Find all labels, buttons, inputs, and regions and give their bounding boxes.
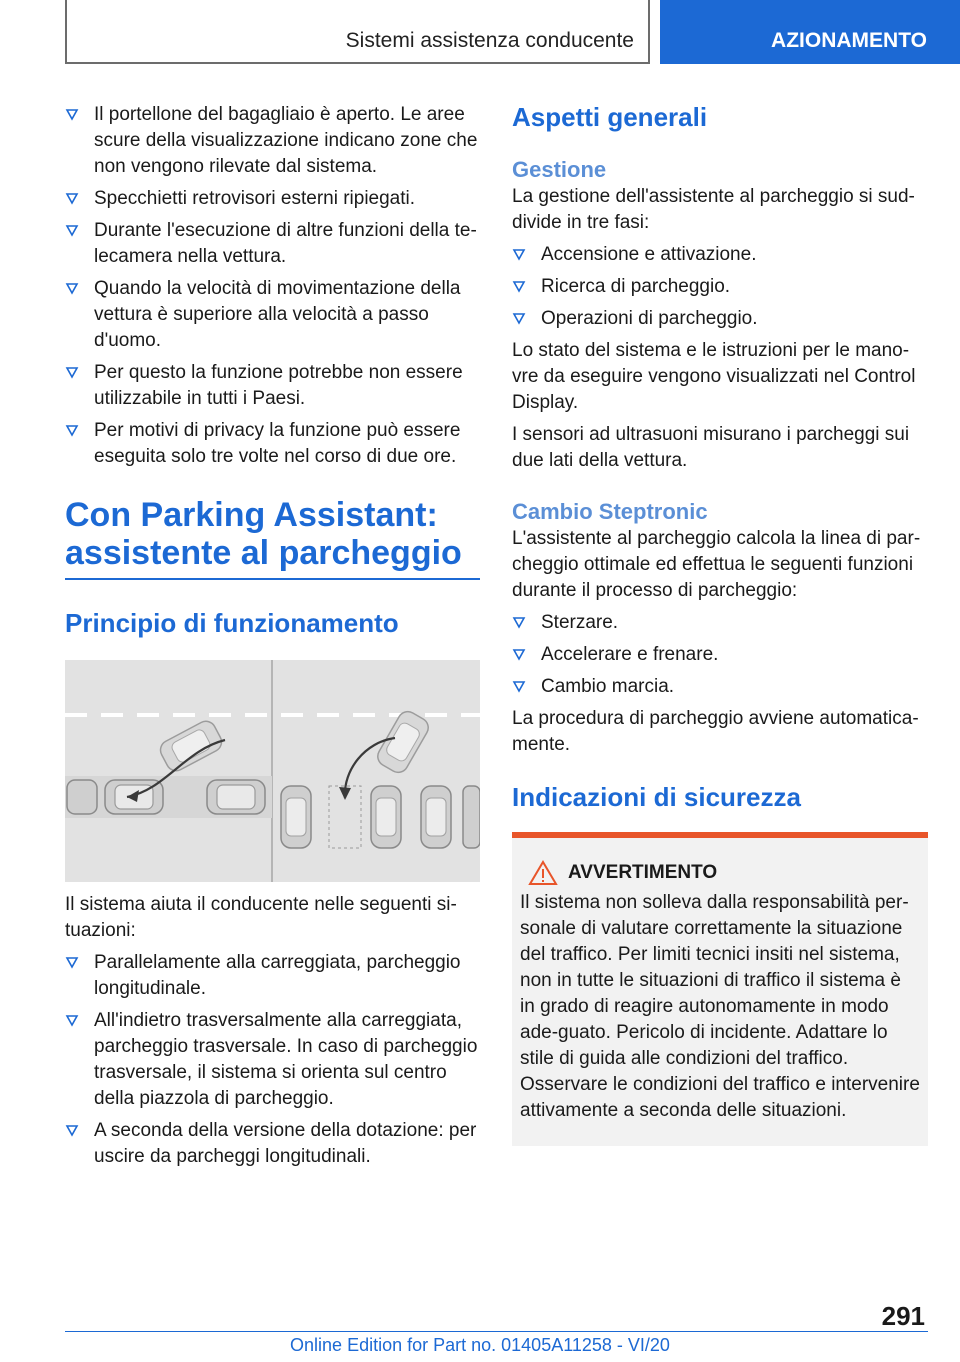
cambio-text: L'assistente al parcheggio calcola la linea di par-cheggio ottimale ed effettua le seguenti funzioni durante il processo di parcheggio:: [512, 528, 921, 601]
intro-text: Il sistema aiuta il conducente nelle seguenti si-tuazioni:: [65, 894, 457, 941]
list-item: Specchietti retrovisori esterni ripiegati.: [65, 186, 480, 212]
footer-rule: [65, 1331, 928, 1332]
list-item: Per motivi di privacy la funzione può essere eseguita solo tre volte nel corso di due ore.: [65, 418, 480, 470]
bullet-list-situations: [65, 950, 480, 1170]
warning-box: [512, 832, 928, 1146]
section-title: Sistemi assistenza conducente: [345, 29, 634, 52]
triangle-bullet-icon: [65, 1123, 79, 1137]
triangle-bullet-icon: [512, 615, 526, 629]
general-heading: Aspetti generali: [512, 102, 708, 132]
list-item: Accelerare e frenare.: [512, 642, 928, 668]
triangle-bullet-icon: [512, 647, 526, 661]
list-item: All'indietro trasversalmente alla carreggiata, parcheggio trasversale. In caso di parcheggio trasversale, il sistema si orienta sul centro della piazzola di parcheggio.: [65, 1008, 480, 1112]
list-item: Quando la velocità di movimentazione della vettura è superiore alla velocità a passo d'uomo.: [65, 276, 480, 354]
list-item: Operazioni di parcheggio.: [512, 306, 928, 332]
subsection-heading: Principio di funzionamento: [65, 608, 399, 638]
bullet-list-functions: [512, 610, 928, 700]
chapter-title: AZIONAMENTO: [771, 29, 927, 52]
sensors-text: I sensori ad ultrasuoni misurano i parcheggi sui due lati della vettura.: [512, 424, 910, 471]
left-column: [65, 102, 480, 1176]
list-item: Accensione e attivazione.: [512, 242, 928, 268]
list-item: Per questo la funzione potrebbe non essere utilizzabile in tutti i Paesi.: [65, 360, 480, 412]
triangle-bullet-icon: [512, 311, 526, 325]
status-text: Lo stato del sistema e le istruzioni per le mano-vre da eseguire vengono visualizzati nel Control Display.: [512, 340, 916, 413]
triangle-bullet-icon: [512, 679, 526, 693]
triangle-bullet-icon: [65, 191, 79, 205]
triangle-bullet-icon: [65, 1013, 79, 1027]
gestione-text: La gestione dell'assistente al parcheggio si sud-divide in tre fasi:: [512, 186, 915, 233]
list-item: Sterzare.: [512, 610, 928, 636]
parking-diagram-graphic: [65, 660, 480, 882]
triangle-bullet-icon: [65, 107, 79, 121]
safety-heading: Indicazioni di sicurezza: [512, 782, 801, 812]
triangle-bullet-icon: [65, 223, 79, 237]
parking-illustration: [65, 660, 480, 882]
list-item: Parallelamente alla carreggiata, parcheggio longitudinale.: [65, 950, 480, 1002]
right-column: [512, 102, 928, 1146]
bullet-list-phases: [512, 242, 928, 332]
list-item: Cambio marcia.: [512, 674, 928, 700]
section-tab: [65, 0, 650, 64]
page-header: [0, 0, 960, 64]
list-item: A seconda della versione della dotazione: per uscire da parcheggi longitudinali.: [65, 1118, 480, 1170]
list-item: Durante l'esecuzione di altre funzioni della te-lecamera nella vettura.: [65, 218, 480, 270]
triangle-bullet-icon: [65, 955, 79, 969]
warning-title-row: [520, 860, 920, 886]
bullet-list-conditions: [65, 102, 480, 470]
triangle-bullet-icon: [65, 365, 79, 379]
triangle-bullet-icon: [65, 281, 79, 295]
triangle-bullet-icon: [512, 247, 526, 261]
edition-footer: Online Edition for Part no. 01405A11258 - VI/20: [290, 1335, 670, 1355]
section-heading: Con Parking Assistant: assistente al parcheggio: [65, 496, 462, 572]
cambio-heading: Cambio Steptronic: [512, 499, 708, 524]
triangle-bullet-icon: [65, 423, 79, 437]
warning-triangle-icon: [528, 860, 558, 886]
list-item: Ricerca di parcheggio.: [512, 274, 928, 300]
triangle-bullet-icon: [512, 279, 526, 293]
chapter-tab: [660, 0, 960, 64]
page-number: 291: [881, 1301, 925, 1331]
warning-text: Il sistema non solleva dalla responsabilità per-sonale di valutare correttamente la situazione del traffico. Per limiti tecnici insiti nel sistema, non in tutte le situazioni di traffico il sistema è in grado di reagire autonomamente in modo ade-guato. Pericolo di incidente. Adattare lo stile di guida alle condizioni del traffico. Osservare le condizioni del traffico e intervenire attivamente a seconda delle situazioni.: [520, 892, 920, 1121]
gestione-heading: Gestione: [512, 157, 607, 182]
list-item: Il portellone del bagagliaio è aperto. Le aree scure della visualizzazione indicano zone che non vengono rilevate dal sistema.: [65, 102, 480, 180]
procedure-text: La procedura di parcheggio avviene automatica-mente.: [512, 708, 919, 755]
warning-title: AVVERTIMENTO: [568, 862, 718, 883]
